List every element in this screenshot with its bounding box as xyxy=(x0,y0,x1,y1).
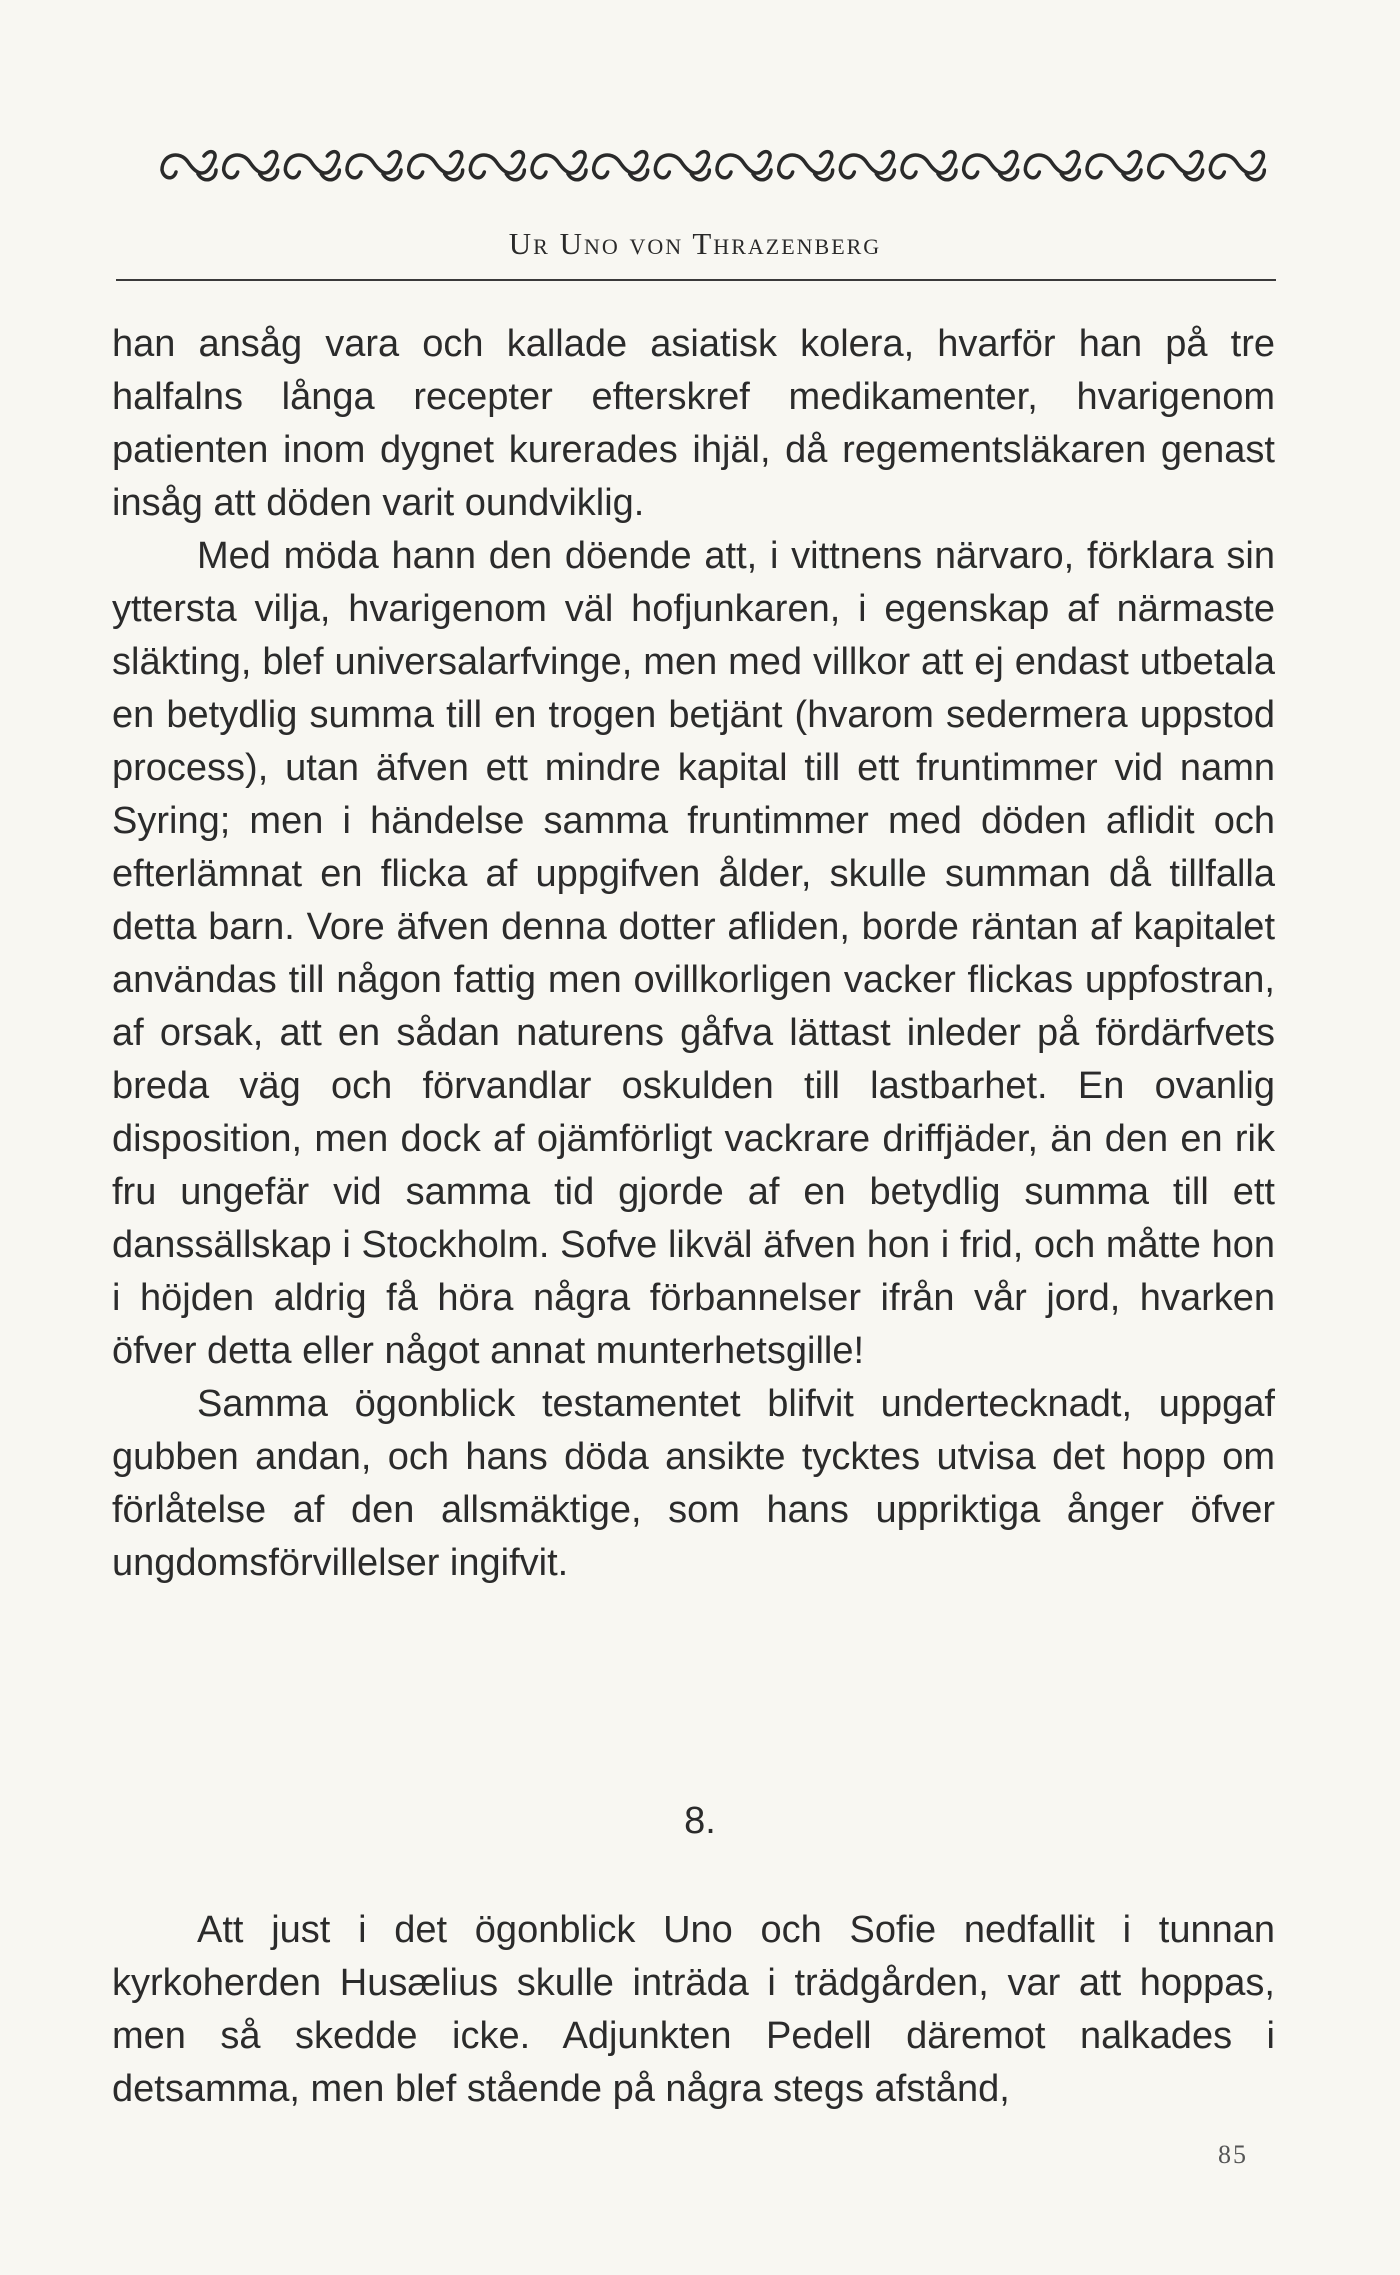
scroll-wave-ornament xyxy=(1210,152,1264,180)
scroll-wave-ornament xyxy=(224,152,278,180)
scroll-wave-ornament xyxy=(655,152,709,180)
paragraph: Att just i det ögonblick Uno och Sofie nedfallit i tunnan kyrkoherden Husælius skulle inträda i trädgården, var att hoppas, men så skedde icke. Adjunkten Pedell däremot nalkades i detsamma, men blef stående på några stegs afstånd, xyxy=(112,1909,1275,2110)
paragraph: han ansåg vara och kallade asiatisk kolera, hvarför han på tre halfalns långa recepter efterskref medikamenter, hvarigenom patienten inom dygnet kurerades ihjäl, då regementsläkaren genast insåg att döden varit oundviklig. xyxy=(112,323,1275,524)
scroll-wave-ornament xyxy=(902,152,956,180)
scroll-wave-ornament xyxy=(779,152,833,180)
scroll-wave-ornament xyxy=(285,152,339,180)
scroll-wave-ornament xyxy=(594,152,648,180)
scroll-wave-ornament xyxy=(964,152,1018,180)
scroll-wave-ornament xyxy=(409,152,463,180)
running-head: Ur Uno von Thrazenberg xyxy=(508,226,882,261)
paragraph: Samma ögonblick testamentet blifvit undertecknadt, uppgaf gubben andan, och hans döda ansikte tycktes utvisa det hopp om förlåtelse af den allsmäktige, som hans uppriktiga ånger öfver ungdomsförvillelser ingifvit. xyxy=(112,1383,1275,1584)
scroll-wave-ornament xyxy=(1025,152,1079,180)
scroll-wave-ornament xyxy=(347,152,401,180)
scroll-wave-ornament xyxy=(717,152,771,180)
body-text xyxy=(112,318,1275,1590)
ornament-band xyxy=(158,140,1268,192)
scroll-wave-ornament xyxy=(532,152,586,180)
header-rule xyxy=(116,279,1276,281)
scroll-wave-ornament xyxy=(162,152,216,180)
section-number: 8. xyxy=(684,1800,716,1842)
section-text xyxy=(112,1904,1275,2116)
scroll-wave-ornament xyxy=(840,152,894,180)
page-number: 85 xyxy=(1218,2140,1248,2169)
paragraph: Med möda hann den döende att, i vittnens närvaro, förklara sin yttersta vilja, hvarigenom väl hofjunkaren, i egenskap af närmaste släkting, blef universalarfvinge, men med villkor att ej endast utbetala en betydlig summa till en trogen betjänt (hvarom sedermera uppstod process), utan äfven ett mindre kapital till ett fruntimmer vid namn Syring; men i händelse samma fruntimmer med döden aflidit och efterlämnat en flicka af uppgifven ålder, skulle summan då tillfalla detta barn. Vore äfven denna dotter afliden, borde räntan af kapitalet användas till någon fattig men ovillkorligen vacker flickas uppfostran, af orsak, att en sådan naturens gåfva lättast inleder på fördärfvets breda väg och förvandlar oskulden till lastbarhet. En ovanlig disposition, men dock af ojämförligt vackrare driffjäder, än den en rik fru ungefär vid samma tid gjorde af en betydlig summa till ett danssällskap i Stockholm. Sofve likväl äfven hon i frid, och måtte hon i höjden aldrig få höra några förbannelser ifrån vår jord, hvarken öfver detta eller något annat munterhetsgille! xyxy=(112,535,1275,1372)
scroll-wave-ornament xyxy=(470,152,524,180)
scroll-wave-ornament xyxy=(1149,152,1203,180)
scroll-wave-ornament xyxy=(1087,152,1141,180)
